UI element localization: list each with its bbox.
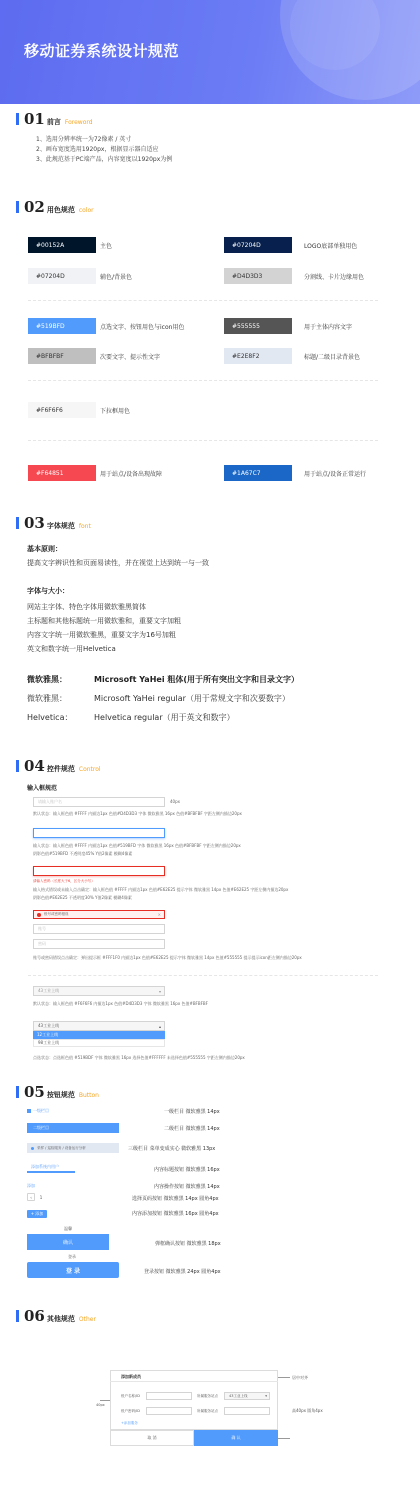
select-default[interactable]: 43工业上线 ▾ bbox=[33, 986, 165, 996]
dropdown-option[interactable]: 98工业上线 bbox=[33, 1039, 165, 1047]
confirm-button[interactable]: 确 认 bbox=[194, 1430, 278, 1446]
form-title: 添加新成员 bbox=[121, 1374, 141, 1379]
list-item: 内容文字统一用微软雅黑，重要文字为16号加粗 bbox=[27, 631, 176, 639]
section-number: 03 bbox=[24, 514, 45, 532]
section-heading-foreword bbox=[16, 110, 93, 128]
login-title: 登录 bbox=[68, 1254, 76, 1259]
color-swatch: #F64851 bbox=[28, 465, 96, 481]
section-title: 用色规范 bbox=[46, 206, 75, 214]
add-service-link[interactable]: +添加服务 bbox=[121, 1421, 138, 1425]
list-item: 1、选用分辨率统一为72像素 / 英寸 bbox=[36, 136, 132, 143]
input-error-hint: 请输入密码（长度大于6，区分大小写） bbox=[33, 879, 95, 883]
section-subtitle: color bbox=[78, 207, 94, 214]
error-icon bbox=[37, 913, 41, 917]
select-default-desc: 默认状态：输入框色值 #F6F6F6 内描边1px 色值#D4D3D3 字体 微软雅黑 16px 色值#BFBFBF bbox=[33, 1001, 208, 1006]
site-select[interactable]: 43工业上线 ▾ bbox=[224, 1392, 270, 1400]
level1-desc: 一级栏目 微软雅黑 14px bbox=[164, 1109, 220, 1115]
chevron-down-icon: ▾ bbox=[158, 988, 161, 994]
dot-icon bbox=[31, 1147, 34, 1150]
input-height-note: 40px bbox=[170, 799, 180, 804]
field-label: 所属服务站点 bbox=[197, 1409, 218, 1413]
menu-icon bbox=[27, 1109, 31, 1113]
section-number: 05 bbox=[24, 1083, 45, 1101]
confirm-desc: 弹框确认按钮 微软雅黑 18px bbox=[155, 1241, 221, 1247]
annotation-center: 居中对齐 bbox=[292, 1375, 308, 1380]
password-input[interactable] bbox=[146, 1407, 192, 1415]
login-desc: 登录按钮 微软雅黑 24px 圆角4px bbox=[144, 1269, 221, 1275]
section-marker bbox=[16, 1310, 19, 1322]
field-label: 账户密码/ID bbox=[121, 1409, 140, 1413]
level3-desc: 三级栏目 菜单变成实心 微软雅黑 13px bbox=[128, 1146, 216, 1152]
input-default[interactable]: 请输入账户名 bbox=[33, 797, 165, 807]
section-marker bbox=[16, 760, 19, 772]
section-title: 字体规范 bbox=[46, 522, 75, 530]
error-alert-text: 账号或密码错误 bbox=[44, 912, 69, 916]
chevron-up-icon: ▴ bbox=[158, 1023, 161, 1029]
principle-title: 基本原则： bbox=[27, 545, 62, 553]
color-swatch: #F6F6F6 bbox=[28, 402, 96, 418]
input-focused[interactable] bbox=[33, 828, 165, 838]
section-title: 其他规范 bbox=[46, 1315, 75, 1323]
section-number: 04 bbox=[24, 757, 45, 775]
section-number: 01 bbox=[24, 110, 45, 128]
input-default-desc: 默认状态：输入框色值 #FFFF 内描边1px 色值#D4D3D3 字体 微软雅黑 16px 色值#BFBFBF 字距左侧内描边20px bbox=[33, 811, 242, 816]
list-item: 3、此规范基于PC端产品，内容宽度以1920px为例 bbox=[36, 156, 173, 163]
error-alert bbox=[33, 910, 165, 919]
color-swatch: #00152A bbox=[28, 237, 96, 253]
list-item: 主标题和其他标题统一用微软雅和，重要文字加粗 bbox=[27, 617, 181, 625]
font-size-title: 字体与大小： bbox=[27, 587, 69, 595]
level2-desc: 二级栏目 微软雅黑 14px bbox=[164, 1126, 220, 1132]
list-item: 网站主字体、特色字体用微软雅黑简体 bbox=[27, 603, 146, 611]
confirm-dialog-title: 温馨 bbox=[64, 1226, 72, 1231]
annotation-height: 高40px 圆角4px bbox=[292, 1408, 323, 1413]
section-heading-button bbox=[16, 1083, 99, 1101]
section-subtitle: Control bbox=[78, 766, 101, 773]
foreword-list bbox=[36, 135, 172, 165]
operation-link-sample[interactable]: 添加 bbox=[27, 1183, 35, 1188]
color-swatch: #555555 bbox=[224, 318, 292, 334]
annotation-left-padding: 40px bbox=[96, 1403, 105, 1407]
font-sample-name: 微软雅黑： bbox=[27, 694, 67, 703]
pager-desc: 选择页码按钮 微软雅黑 14px 圆角4px bbox=[132, 1196, 219, 1202]
color-usage: LOGO底部单独用色 bbox=[304, 243, 358, 250]
level2-menu-sample[interactable]: 二级栏目 bbox=[27, 1123, 119, 1133]
color-usage: 用于主体内容文字 bbox=[304, 324, 353, 331]
level1-menu-sample[interactable]: 一级栏目 bbox=[27, 1108, 49, 1114]
input-focus-shadow-desc: 阴影色值#519BFD 不透明度45% Y值2像素 模糊4像素 bbox=[33, 851, 133, 856]
color-usage: 分割线、卡片边缘用色 bbox=[304, 274, 365, 281]
section-marker bbox=[16, 113, 19, 125]
control-title: 输入框规范 bbox=[27, 785, 58, 792]
page-title: 移动证券系统设计规范 bbox=[24, 42, 180, 60]
list-item: 英文和数字统一用Helvetica bbox=[27, 645, 116, 653]
color-usage: 辅色/背景色 bbox=[100, 274, 133, 281]
section-heading-other bbox=[16, 1307, 96, 1325]
operation-desc: 内容操作按钮 微软雅黑 14px bbox=[154, 1184, 220, 1190]
input-error[interactable] bbox=[33, 866, 165, 876]
field-label: 所属服务站点 bbox=[197, 1394, 218, 1398]
input-focus-desc: 输入状态：输入框色值 #FFFF 内描边1px 色值#519BFD 字体 微软雅黑 16px 色值#BFBFBF 字距左侧内描边20px bbox=[33, 843, 241, 848]
font-sample-desc: Microsoft YaHei 粗体(用于所有突出文字和目录文字） bbox=[94, 675, 299, 684]
list-item: 2、画布宽度选用1920px，根据显示器自适应 bbox=[36, 146, 159, 153]
site-input[interactable] bbox=[224, 1407, 270, 1415]
font-size-rules bbox=[27, 600, 181, 656]
color-usage: 次要文字、提示性文字 bbox=[100, 354, 161, 361]
section-heading-control bbox=[16, 757, 101, 775]
content-tab-desc: 内容标题按钮 微软雅黑 16px bbox=[154, 1167, 220, 1173]
section-number: 02 bbox=[24, 198, 45, 216]
error-alert-desc: 账号或密码错误点击确定：弹出提示框 #FFF1F0 内描边1px 色值#E62E25 提示字体 微软雅黑 14px 色值#555555 提示提示icon距左侧内描边20px bbox=[33, 955, 302, 960]
section-number: 06 bbox=[24, 1307, 45, 1325]
font-sample-desc: Helvetica regular（用于英文和数字） bbox=[94, 713, 235, 722]
section-marker bbox=[16, 517, 19, 529]
annotation-line bbox=[278, 1438, 290, 1439]
confirm-button[interactable]: 确认 bbox=[27, 1234, 109, 1250]
color-swatch: #07204D bbox=[28, 268, 96, 284]
color-usage: 点选文字、按钮用色与icon用色 bbox=[100, 324, 185, 331]
section-title: 按钮规范 bbox=[46, 1091, 75, 1099]
color-usage: 标题/二级目录背景色 bbox=[304, 354, 361, 361]
pager-button-prev[interactable] bbox=[27, 1193, 35, 1201]
color-usage: 主色 bbox=[100, 243, 113, 250]
chevron-down-icon: ▾ bbox=[265, 1394, 267, 1398]
alert-account-input[interactable]: 账号 bbox=[33, 924, 165, 934]
add-desc: 内容添加按钮 微软雅黑 16px 圆角4px bbox=[132, 1211, 219, 1217]
annotation-line bbox=[100, 1400, 110, 1401]
input-error-shadow-desc: 阴影色值#E62E25 不透明度30% Y值2像素 模糊4像素 bbox=[33, 895, 132, 900]
content-tab-sample[interactable]: 添加系统内用户 bbox=[27, 1163, 75, 1173]
field-label: 账户名称/ID bbox=[121, 1394, 140, 1398]
section-heading-color bbox=[16, 198, 94, 216]
divider bbox=[28, 300, 378, 301]
account-input[interactable] bbox=[146, 1392, 192, 1400]
divider bbox=[28, 440, 378, 441]
header-banner bbox=[0, 0, 420, 104]
color-usage: 用于站点/设备正常运行 bbox=[304, 471, 367, 478]
pager-button[interactable]: 1 bbox=[39, 1194, 43, 1200]
font-sample-name: 微软雅黑： bbox=[27, 675, 67, 684]
principle-text: 提高文字辨识性和页面易读性，并在视觉上达到统一与一致 bbox=[27, 559, 209, 567]
cancel-button[interactable]: 取 消 bbox=[110, 1430, 194, 1446]
color-swatch: #519BFD bbox=[28, 318, 96, 334]
section-title: 控件规范 bbox=[46, 765, 75, 773]
color-swatch: #D4D3D3 bbox=[224, 268, 292, 284]
section-heading-font bbox=[16, 514, 91, 532]
alert-password-input[interactable]: 密码 bbox=[33, 939, 165, 949]
section-subtitle: Foreword bbox=[64, 119, 93, 126]
input-error-desc: 输入格式错误或未输入点击确定：输入框色值 #FFFF 内描边1px 色值#E62E25 提示字体 微软雅黑 14px 色值#E62E25 字距左侧内描边20px bbox=[33, 887, 289, 892]
dropdown-desc: 点选状态：点选框色值 #519BDF 字体 微软雅黑 16px 选择色值#FFFFFF 未选择色值#555555 字距左侧内描边20px bbox=[33, 1055, 245, 1060]
annotation-line bbox=[278, 1377, 290, 1378]
color-swatch: #07204D bbox=[224, 237, 292, 253]
section-marker bbox=[16, 1086, 19, 1098]
section-subtitle: Button bbox=[78, 1092, 99, 1099]
section-subtitle: font bbox=[78, 523, 91, 530]
color-usage: 下拉框用色 bbox=[100, 408, 131, 415]
dropdown-open[interactable]: 43工业上线 ▴ bbox=[33, 1021, 165, 1031]
section-marker bbox=[16, 201, 19, 213]
section-subtitle: Other bbox=[78, 1316, 96, 1323]
dropdown-option-selected[interactable]: 12工业上线 bbox=[33, 1031, 165, 1039]
chevron-left-icon: ‹ bbox=[30, 1194, 32, 1200]
font-sample-name: Helvetica： bbox=[27, 713, 73, 722]
level3-menu-sample[interactable]: 采样 / 巡检服务 / 设备运行分析 bbox=[27, 1143, 119, 1153]
section-title: 前言 bbox=[46, 118, 61, 126]
add-button[interactable]: + 添加 bbox=[27, 1210, 47, 1218]
color-swatch: #E2E8F2 bbox=[224, 348, 292, 364]
login-button[interactable]: 登 录 bbox=[27, 1262, 119, 1278]
color-usage: 用于站点/设备出现故障 bbox=[100, 471, 163, 478]
color-swatch: #BFBFBF bbox=[28, 348, 96, 364]
font-sample-desc: Microsoft YaHei regular（用于常规文字和次要数字） bbox=[94, 694, 290, 703]
divider bbox=[28, 380, 378, 381]
close-icon[interactable]: × bbox=[157, 912, 161, 917]
divider bbox=[28, 975, 378, 976]
color-swatch: #1A67C7 bbox=[224, 465, 292, 481]
